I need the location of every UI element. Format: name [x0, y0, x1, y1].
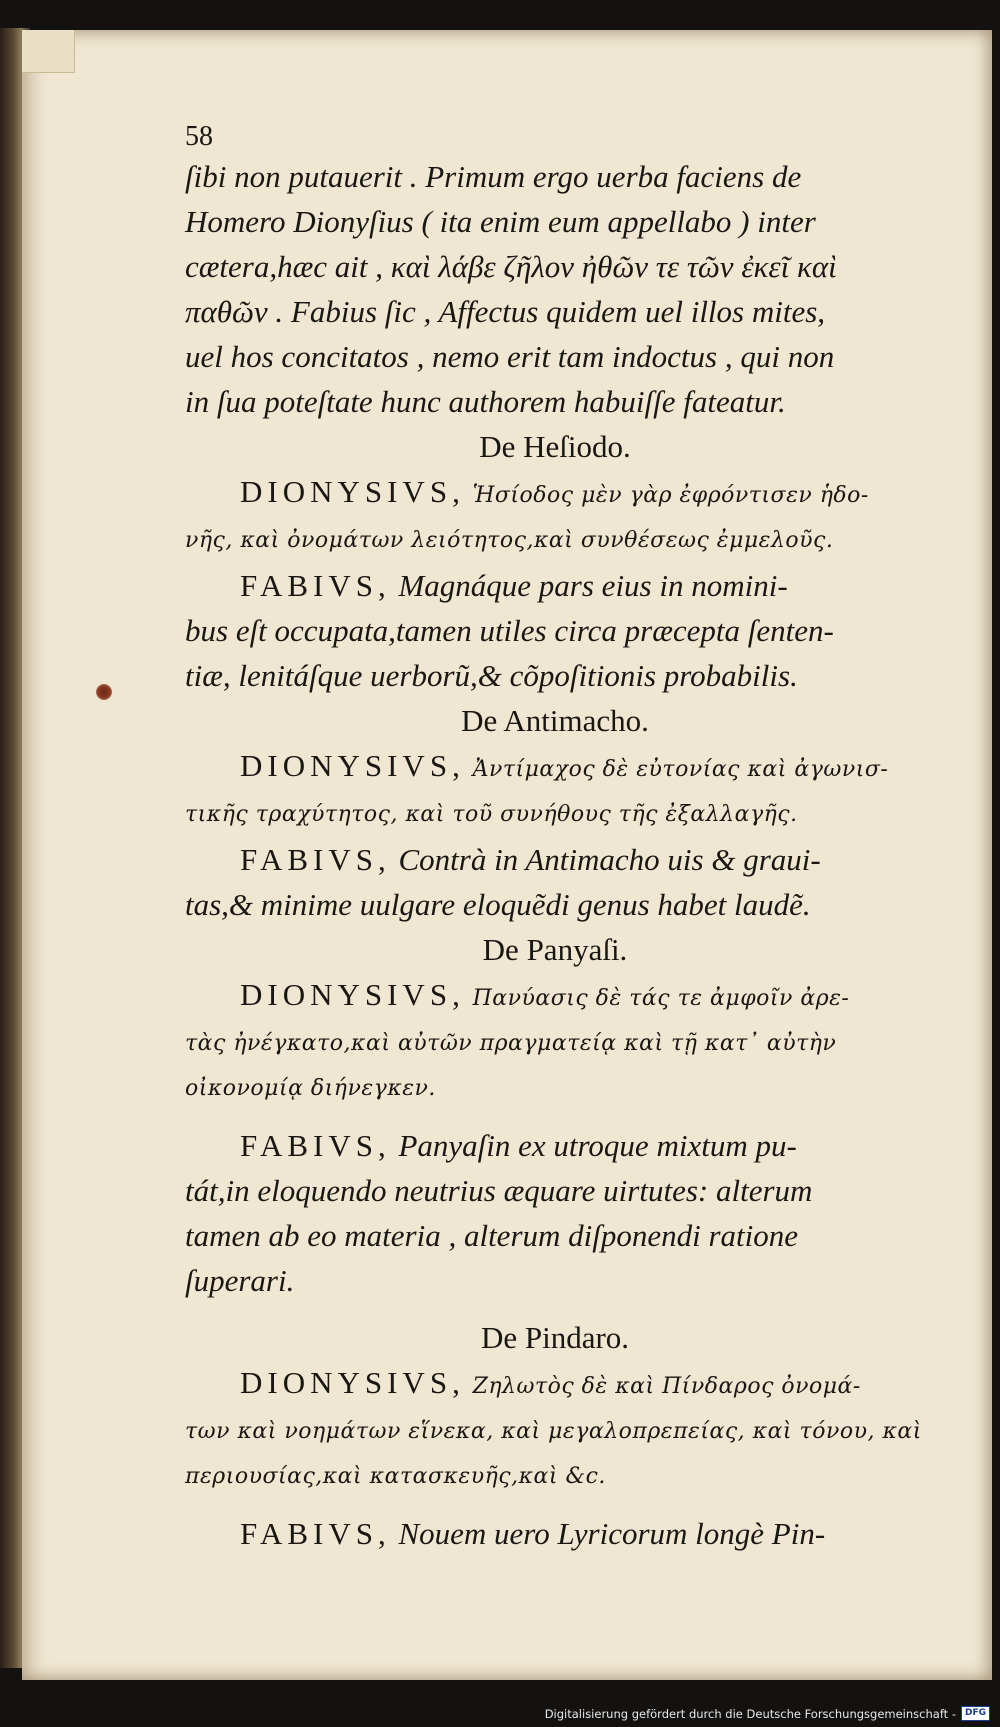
fabius-line: [185, 837, 925, 882]
section-heading: De Panyaſi.: [482, 932, 628, 967]
fabius-line: [185, 1123, 925, 1168]
text-line: παθῶν . Fabius ſic , Affectus quidem uel illos mites,: [185, 294, 826, 329]
greek-text: Ζηλωτὸς δὲ καὶ Πίνδαρος ὀνομά-: [472, 1374, 861, 1399]
dionysius-line: [185, 1360, 925, 1409]
dionysius-line: [185, 972, 925, 1021]
greek-text: περιουσίας,καὶ κατασκευῆς,καὶ &c.: [185, 1464, 606, 1489]
latin-text: ſuperari.: [185, 1263, 295, 1298]
latin-text: Magnáque pars eius in nomini-: [398, 568, 788, 603]
page-text-block: [185, 120, 925, 1556]
section-panyasis: [185, 927, 925, 1303]
spacer: [185, 1499, 925, 1511]
speaker-label: DIONYSIVS,: [240, 474, 465, 509]
latin-text: Nouem uero Lyricorum longè Pin-: [398, 1516, 826, 1551]
text-line: ſibi non putauerit . Primum ergo uerba faciens de: [185, 159, 802, 194]
spacer: [185, 1303, 925, 1315]
text-line: in ſua poteſtate hunc authorem habuiſſe fateatur.: [185, 384, 786, 419]
latin-text: tiæ, lenitáſque uerborũ,& cõpoſitionis probabilis.: [185, 658, 798, 693]
page-number: 58: [185, 121, 213, 152]
latin-text: Contrà in Antimacho uis & graui-: [398, 842, 821, 877]
greek-text: Πανύασις δὲ τάς τε ἀμφοῖν ἀρε-: [472, 986, 850, 1011]
ink-stain: [96, 684, 112, 700]
greek-text: Ἀντίμαχος δὲ εὐτονίας καὶ ἀγωνισ-: [472, 757, 889, 782]
greek-text: τικῆς τραχύτητος, καὶ τοῦ συνήθους τῆς ἐξαλλαγῆς.: [185, 802, 798, 827]
latin-text: tas,& minime uulgare eloquẽdi genus habet laudẽ.: [185, 887, 811, 922]
footer-credit-text: Digitalisierung gefördert durch die Deutsche Forschungsgemeinschaft -: [544, 1706, 956, 1721]
dfg-logo-icon: DFG: [961, 1706, 990, 1721]
section-heading: De Antimacho.: [461, 703, 649, 738]
greek-text: των καὶ νοημάτων εἵνεκα, καὶ μεγαλοπρεπείας, καὶ τόνου, καὶ: [185, 1419, 922, 1444]
section-hesiodus: [185, 424, 925, 698]
section-antimachus: [185, 698, 925, 927]
greek-text: νῆς, καὶ ὀνομάτων λειότητος,καὶ συνθέσεως ἐμμελοῦς.: [185, 528, 834, 553]
latin-text: tát,in eloquendo neutrius æquare uirtutes: alterum: [185, 1173, 813, 1208]
section-pindarus: [185, 1303, 925, 1556]
latin-text: tamen ab eo materia , alterum diſponendi ratione: [185, 1218, 799, 1253]
speaker-label: FABIVS,: [240, 842, 391, 877]
text-line: uel hos concitatos , nemo erit tam indoctus , qui non: [185, 339, 835, 374]
latin-text: Panyaſin ex utroque mixtum pu-: [398, 1128, 797, 1163]
dionysius-line: [185, 469, 925, 518]
text-line: cætera,hæc ait , καὶ λάβε ζῆλον ἠθῶν τε τῶν ἐκεῖ καὶ: [185, 249, 837, 284]
greek-text: Ἡσίοδος μὲν γὰρ ἐφρόντισεν ἡδο-: [472, 483, 869, 508]
latin-text: bus eſt occupata,tamen utiles circa præcepta ſenten-: [185, 613, 834, 648]
fabius-line: [185, 1511, 925, 1556]
speaker-label: DIONYSIVS,: [240, 977, 465, 1012]
section-heading: De Pindaro.: [480, 1320, 630, 1355]
greek-text: τὰς ἠνέγκατο,καὶ αὐτῶν πραγματείᾳ καὶ τῇ κατ᾽ αὐτὴν: [185, 1031, 837, 1056]
opening-paragraph: [185, 154, 925, 424]
fabius-line: [185, 563, 925, 608]
spacer: [185, 1111, 925, 1123]
page-corner-tab: [22, 30, 75, 73]
digitization-footer: [545, 1706, 990, 1721]
section-heading: De Heſiodo.: [479, 429, 631, 464]
speaker-label: FABIVS,: [240, 1128, 391, 1163]
speaker-label: DIONYSIVS,: [240, 748, 465, 783]
speaker-label: FABIVS,: [240, 1516, 391, 1551]
speaker-label: DIONYSIVS,: [240, 1365, 465, 1400]
speaker-label: FABIVS,: [240, 568, 391, 603]
text-line: Homero Dionyſius ( ita enim eum appellabo ) inter: [185, 204, 816, 239]
greek-text: οἰκονομίᾳ διήνεγκεν.: [185, 1076, 436, 1101]
dionysius-line: [185, 743, 925, 792]
